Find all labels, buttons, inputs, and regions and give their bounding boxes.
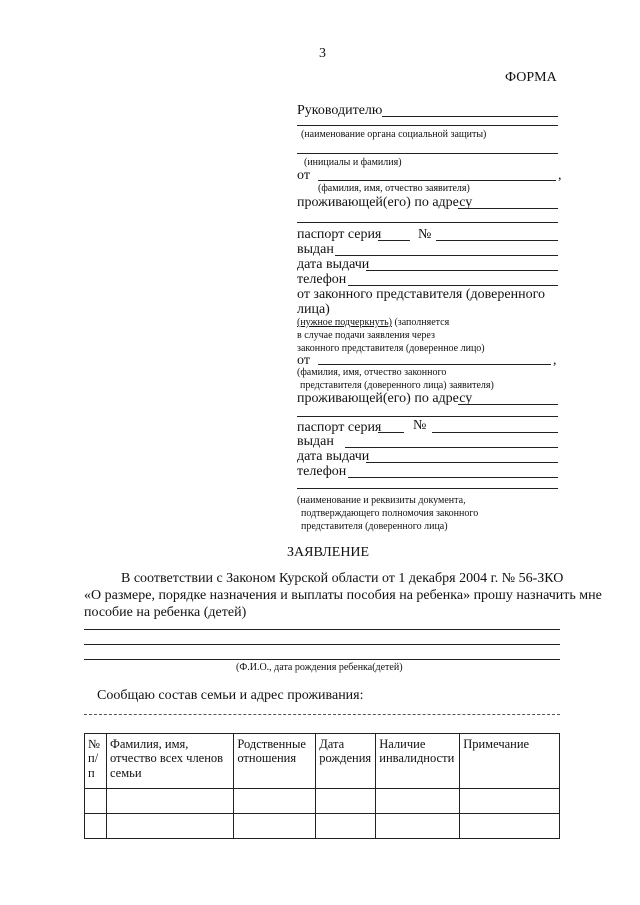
rep-passport-series-line[interactable] bbox=[378, 432, 404, 433]
rep-caption-1: (фамилия, имя, отчество законного bbox=[297, 367, 447, 378]
table-header-name: Фамилия, имя, отчество всех членов семьи bbox=[106, 734, 233, 789]
phone-label: телефон bbox=[297, 272, 347, 287]
rep-issued-label: выдан bbox=[297, 434, 334, 449]
head-name-line[interactable] bbox=[382, 116, 558, 117]
address-line-1[interactable] bbox=[458, 208, 558, 209]
phone-line[interactable] bbox=[348, 285, 558, 286]
rep-issue-date-label: дата выдачи bbox=[297, 449, 370, 464]
rep-residing-label: проживающей(его) по адресу bbox=[297, 391, 473, 406]
applicant-name-line[interactable] bbox=[318, 180, 556, 181]
passport-number-line[interactable] bbox=[436, 240, 558, 241]
initials-caption: (инициалы и фамилия) bbox=[304, 157, 402, 168]
rep-caption-2: представителя (доверенного лица) заявителя) bbox=[300, 380, 494, 391]
applicant-caption: (фамилия, имя, отчество заявителя) bbox=[318, 183, 470, 194]
address-line-2[interactable] bbox=[297, 222, 558, 223]
table-cell[interactable] bbox=[460, 814, 560, 839]
issue-date-line[interactable] bbox=[366, 270, 558, 271]
child-line-1[interactable] bbox=[84, 629, 560, 630]
application-body-line-3: пособие на ребенка (детей) bbox=[84, 605, 247, 620]
table-cell[interactable] bbox=[316, 814, 376, 839]
issued-line[interactable] bbox=[335, 255, 558, 256]
family-table bbox=[84, 733, 560, 839]
rep-passport-label: паспорт серия bbox=[297, 420, 382, 435]
table-header-disability: Наличие инвалидности bbox=[376, 734, 460, 789]
table-cell[interactable] bbox=[376, 814, 460, 839]
family-intro: Сообщаю состав семьи и адрес проживания: bbox=[97, 688, 364, 703]
family-address-line[interactable] bbox=[84, 714, 560, 715]
table-row bbox=[85, 814, 560, 839]
rep-line-1: от законного представителя (доверенного bbox=[297, 287, 545, 302]
rep-line-2: лица) bbox=[297, 302, 330, 317]
rep-note-2: в случае подачи заявления через bbox=[297, 330, 435, 341]
rep-from-label: от bbox=[297, 353, 310, 368]
to-head-label: Руководителю bbox=[297, 103, 383, 118]
table-cell[interactable] bbox=[376, 789, 460, 814]
doc-caption-2: подтверждающего полномочия законного bbox=[301, 508, 479, 519]
table-header-row bbox=[85, 734, 560, 789]
passport-no-label: № bbox=[418, 227, 432, 242]
rep-name-line[interactable] bbox=[318, 364, 551, 365]
rep-note-1 bbox=[297, 318, 449, 328]
rep-address-line-2[interactable] bbox=[297, 416, 558, 417]
table-header-note: Примечание bbox=[460, 734, 560, 789]
table-cell[interactable] bbox=[85, 814, 107, 839]
doc-caption-3: представителя (доверенного лица) bbox=[301, 521, 448, 532]
table-row bbox=[85, 789, 560, 814]
issued-label: выдан bbox=[297, 242, 334, 257]
rep-passport-no-label: № bbox=[413, 418, 427, 433]
org-line[interactable] bbox=[297, 125, 558, 126]
table-cell[interactable] bbox=[106, 814, 233, 839]
rep-passport-number-line[interactable] bbox=[432, 432, 558, 433]
table-header-number: № п/п bbox=[85, 734, 107, 789]
child-caption: (Ф.И.О., дата рождения ребенка(детей) bbox=[236, 662, 403, 673]
rep-phone-label: телефон bbox=[297, 464, 347, 479]
rep-phone-line[interactable] bbox=[348, 477, 558, 478]
passport-label: паспорт серия bbox=[297, 227, 382, 242]
rep-issued-line[interactable] bbox=[345, 447, 558, 448]
doc-caption-1: (наименование и реквизиты документа, bbox=[297, 495, 466, 506]
from-label: от bbox=[297, 168, 310, 183]
passport-series-line[interactable] bbox=[378, 240, 410, 241]
table-cell[interactable] bbox=[106, 789, 233, 814]
application-title: ЗАЯВЛЕНИЕ bbox=[287, 545, 370, 560]
rep-address-line-1[interactable] bbox=[458, 404, 558, 405]
application-body-line-2: «О размере, порядке назначения и выплаты пособия на ребенка» прошу назначить мне bbox=[84, 588, 602, 603]
table-cell[interactable] bbox=[85, 789, 107, 814]
table-header-relation: Родственные отношения bbox=[234, 734, 316, 789]
application-body-line-1: В соответствии с Законом Курской области от 1 декабря 2004 г. № 56-ЗКО bbox=[121, 571, 564, 586]
table-cell[interactable] bbox=[234, 789, 316, 814]
form-label: ФОРМА bbox=[505, 70, 557, 85]
from-comma: , bbox=[558, 168, 562, 183]
org-caption: (наименование органа социальной защиты) bbox=[301, 129, 487, 140]
rep-note-underlined: (нужное подчеркнуть) bbox=[297, 317, 392, 328]
page-number: 3 bbox=[319, 46, 326, 61]
rep-from-comma: , bbox=[553, 353, 557, 368]
issue-date-label: дата выдачи bbox=[297, 257, 370, 272]
rep-note-3: законного представителя (доверенное лицо) bbox=[297, 343, 485, 354]
child-line-3[interactable] bbox=[84, 659, 560, 660]
table-cell[interactable] bbox=[460, 789, 560, 814]
rep-note-rest: (заполняется bbox=[394, 317, 450, 328]
table-header-birthdate: Дата рождения bbox=[316, 734, 376, 789]
initials-line[interactable] bbox=[297, 153, 558, 154]
residing-label: проживающей(его) по адресу bbox=[297, 195, 473, 210]
rep-issue-date-line[interactable] bbox=[366, 462, 558, 463]
table-cell[interactable] bbox=[234, 814, 316, 839]
child-line-2[interactable] bbox=[84, 644, 560, 645]
table-cell[interactable] bbox=[316, 789, 376, 814]
doc-line[interactable] bbox=[297, 488, 558, 489]
